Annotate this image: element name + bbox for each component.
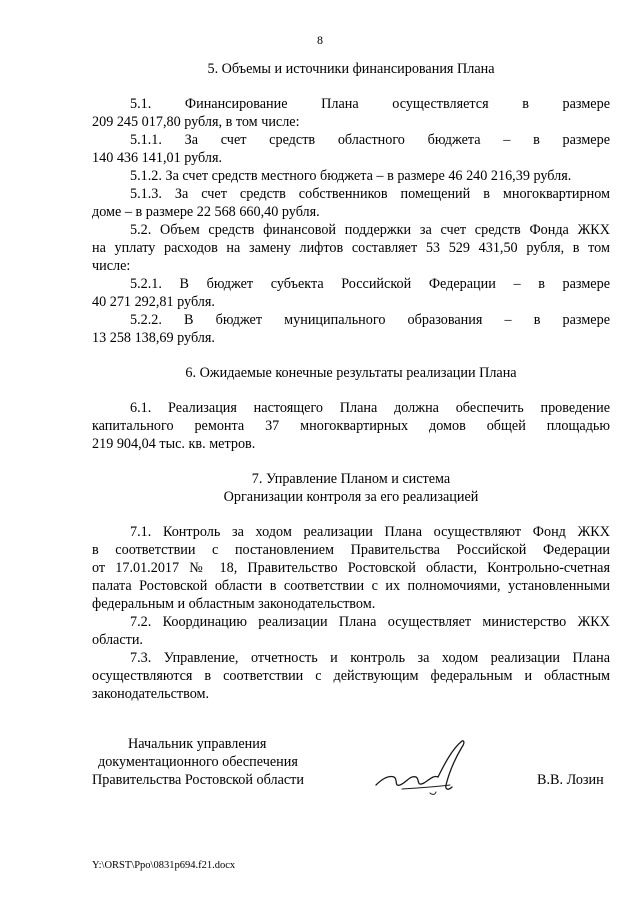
text-line: законодательством. [92,686,210,702]
text-line: осуществляются в соответствии с действующим федеральным и областным [92,668,610,684]
text-line: 5.1. Финансирование Плана осуществляется в размере [130,96,610,112]
signer-title-line1: Начальник управления [128,736,267,752]
paragraph-5-1-2 [92,167,610,185]
signer-title-line2: документационного обеспечения [98,754,298,770]
text-line: 13 258 138,69 рубля. [92,330,215,346]
signer-name: В.В. Лозин [537,772,604,788]
text-line: в соответствии с постановлением Правительства Российской Федерации [92,542,610,558]
text-line: 6.1. Реализация настоящего Плана должна обеспечить проведение [130,400,610,416]
file-path-footer: Y:\ORST\Ppo\0831p694.f21.docx [92,860,236,871]
paragraph-5-1-3 [92,185,610,221]
page-number: 8 [317,33,323,47]
text-line: 140 436 141,01 рубля. [92,150,223,166]
text-line: 40 271 292,81 рубля. [92,294,215,310]
section-6-title: 6. Ожидаемые конечные результаты реализации Плана [185,365,517,381]
text-line: капитального ремонта 37 многоквартирных домов общей площадью [92,418,610,434]
text-line: 7.2. Координацию реализации Плана осуществляет министерство ЖКХ [130,614,610,630]
section-7-title-line2: Организации контроля за его реализацией [223,489,479,505]
paragraph-5-2-1 [92,275,610,311]
text-line: 209 245 017,80 рубля, в том числе: [92,114,300,130]
text-line: 219 904,04 тыс. кв. метров. [92,436,256,452]
text-line: федеральным и областным законодательством. [92,596,376,612]
text-line: области. [92,632,143,648]
paragraph-5-2 [92,221,610,275]
paragraph-5-1 [92,95,610,131]
paragraph-7-2 [92,613,610,649]
section-7-title-line1: 7. Управление Планом и система [251,471,451,487]
paragraph-6-1 [92,399,610,453]
handwritten-signature-icon [372,735,472,799]
text-line: 5.2. Объем средств финансовой поддержки за счет средств Фонда ЖКХ [130,222,610,238]
signature-block [0,735,640,805]
text-line: числе: [92,258,131,274]
text-line: от 17.01.2017 № 18, Правительство Ростовской области, Контрольно-счетная [92,560,610,576]
text-line: палата Ростовской области в соответствии с их полномочиями, установленными [92,578,610,594]
text-line: на уплату расходов на замену лифтов составляет 53 529 431,50 рубля, в том [92,240,610,256]
paragraph-7-3 [92,649,610,703]
paragraph-5-1-1 [92,131,610,167]
text-line: 5.1.3. За счет средств собственников помещений в многоквартирном [130,186,610,202]
text-line: доме – в размере 22 568 660,40 рубля. [92,204,320,220]
text-line: 7.3. Управление, отчетность и контроль за ходом реализации Плана [130,650,610,666]
text-line: 5.1.2. За счет средств местного бюджета – в размере 46 240 216,39 рубля. [130,168,572,184]
document-body [92,60,610,703]
paragraph-7-1 [92,523,610,613]
paragraph-5-2-2 [92,311,610,347]
signer-title-line3: Правительства Ростовской области [92,772,304,788]
text-line: 5.1.1. За счет средств областного бюджета – в размере [130,132,610,148]
text-line: 5.2.2. В бюджет муниципального образования – в размере [130,312,610,328]
text-line: 7.1. Контроль за ходом реализации Плана осуществляют Фонд ЖКХ [130,524,610,540]
text-line: 5.2.1. В бюджет субъекта Российской Федерации – в размере [130,276,610,292]
section-5-title: 5. Объемы и источники финансирования Плана [207,61,495,77]
